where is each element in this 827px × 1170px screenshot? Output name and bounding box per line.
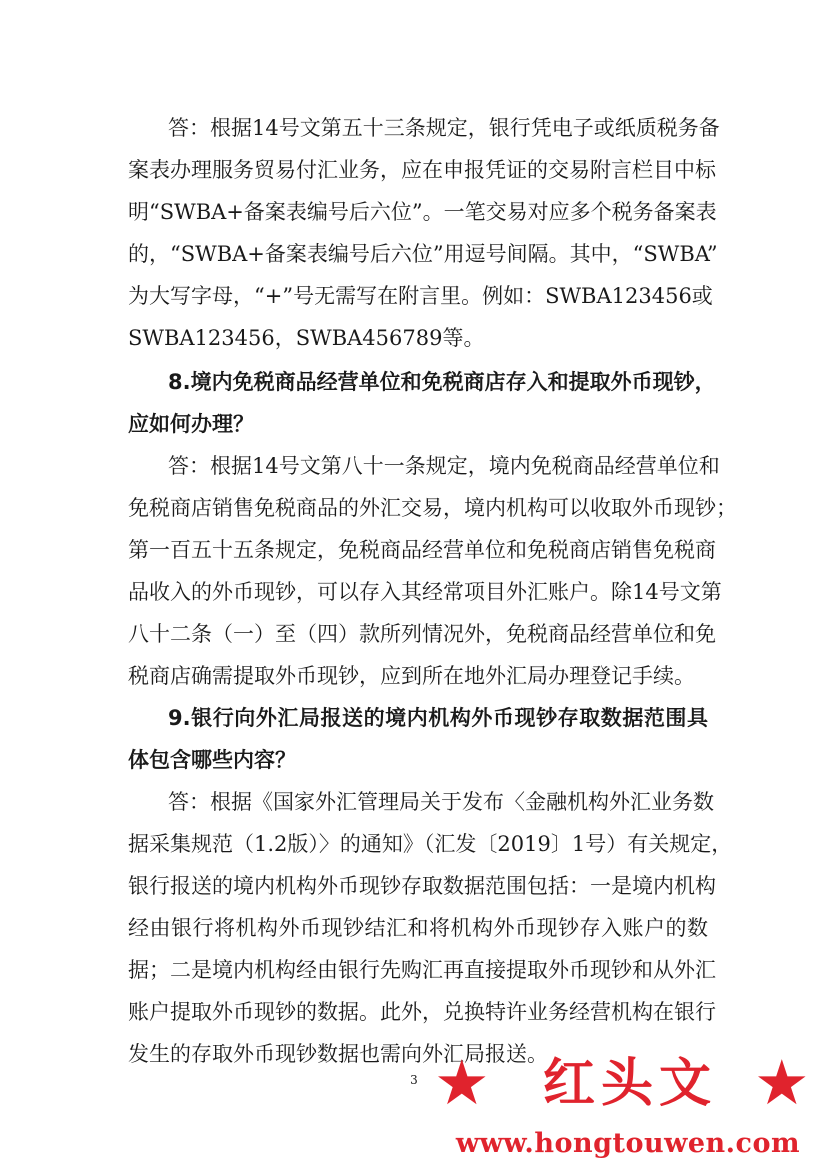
paragraph-line: 答：根据《国家外汇管理局关于发布〈金融机构外汇业务数 [168,790,714,814]
question-heading: 应如何办理？ [128,412,254,436]
paragraph-line: 免税商店销售免税商品的外汇交易，境内机构可以收取外币现钞； [128,496,737,520]
question-heading: 9.银行向外汇局报送的境内机构外币现钞存取数据范围具 [168,706,708,730]
paragraph-line: 答：根据14号文第五十三条规定，银行凭电子或纸质税务备 [168,116,720,140]
star-icon: ★ [434,1046,490,1119]
watermark-url: www.hongtouwen.com [455,1128,801,1159]
question-heading: 8.境内免税商品经营单位和免税商店存入和提取外币现钞， [168,370,716,394]
watermark-title: 红头文 [542,1054,717,1114]
paragraph-line: 案表办理服务贸易付汇业务，应在申报凭证的交易附言栏目中标 [128,158,716,182]
paragraph-line: 答：根据14号文第八十一条规定，境内免税商品经营单位和 [168,454,720,478]
paragraph-line: 品收入的外币现钞，可以存入其经常项目外汇账户。除14号文第 [128,580,722,604]
paragraph-line: 明“SWBA+备案表编号后六位”。一笔交易对应多个税务备案表 [128,200,717,224]
paragraph-line: 的，“SWBA+备案表编号后六位”用逗号间隔。其中，“SWBA” [128,242,718,266]
star-icon: ★ [754,1046,810,1119]
paragraph-line: 为大写字母，“+”号无需写在附言里。例如：SWBA123456或 [128,284,713,308]
page-number: 3 [410,1073,418,1087]
paragraph-line: 税商店确需提取外币现钞，应到所在地外汇局办理登记手续。 [128,664,695,688]
paragraph-line: 据；二是境内机构经由银行先购汇再直接提取外币现钞和从外汇 [128,958,716,982]
question-heading: 体包含哪些内容？ [128,748,296,772]
paragraph-line: SWBA123456，SWBA456789等。 [128,326,485,350]
paragraph-line: 八十二条（一）至（四）款所列情况外，免税商品经营单位和免 [128,622,716,646]
paragraph-line: 账户提取外币现钞的数据。此外，兑换特许业务经营机构在银行 [128,1000,716,1024]
paragraph-line: 银行报送的境内机构外币现钞存取数据范围包括：一是境内机构 [128,874,716,898]
paragraph-line: 据采集规范（1.2版）〉的通知》（汇发〔2019〕1号）有关规定， [128,832,733,856]
watermark [432,1046,822,1164]
paragraph-line: 经由银行将机构外币现钞结汇和将机构外币现钞存入账户的数 [128,916,708,940]
paragraph-line: 第一百五十五条规定，免税商品经营单位和免税商店销售免税商 [128,538,716,562]
paragraph-line: 发生的存取外币现钞数据也需向外汇局报送。 [128,1042,548,1066]
